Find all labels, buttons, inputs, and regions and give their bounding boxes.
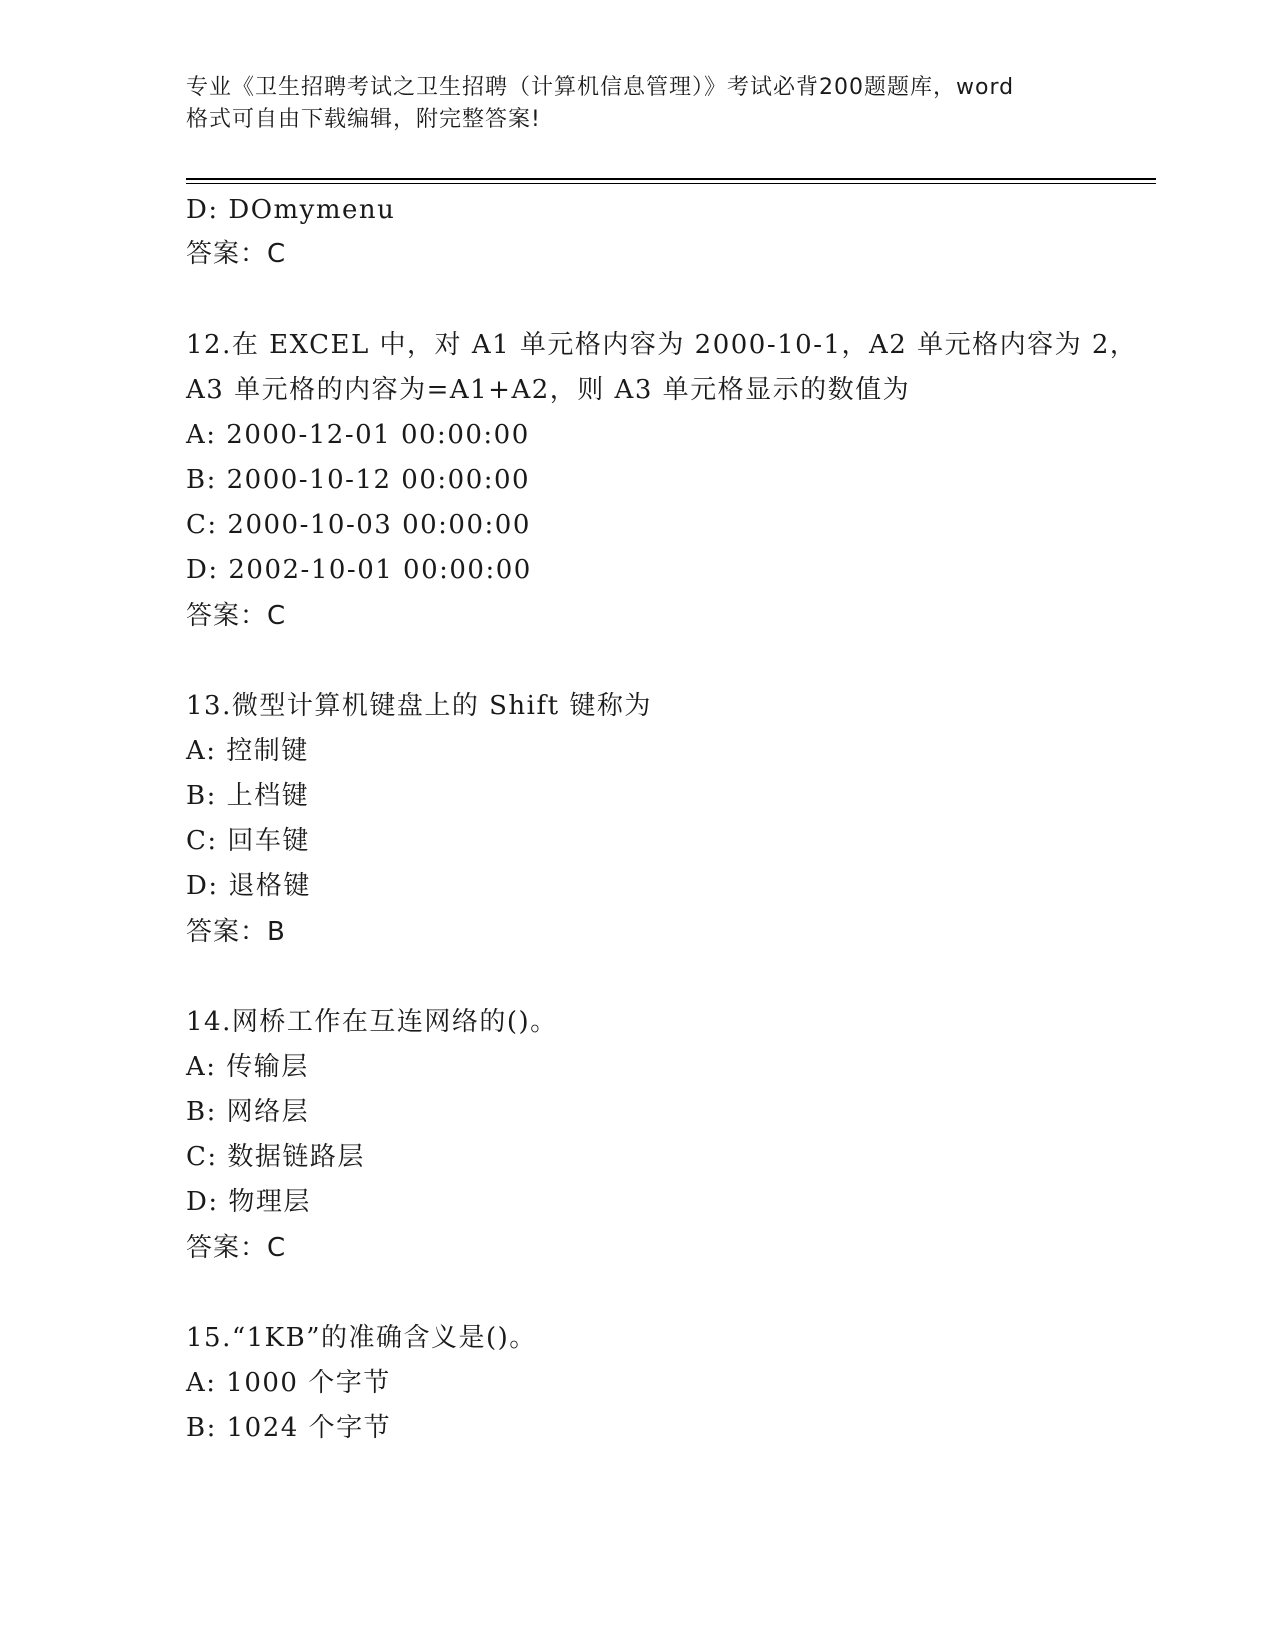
q12-option-a: A: 2000-12-01 00:00:00 bbox=[186, 420, 530, 450]
q13-answer: 答案：B bbox=[186, 917, 286, 947]
q12-option-d: D: 2002-10-01 00:00:00 bbox=[186, 555, 532, 585]
q12-stem-line-1: 12.在 EXCEL 中，对 A1 单元格内容为 2000-10-1，A2 单元格内容为 2， bbox=[186, 330, 1138, 360]
header-title-line-1: 专业《卫生招聘考试之卫生招聘（计算机信息管理）》考试必背200题题库，word bbox=[186, 75, 1015, 100]
q14-option-d: D: 物理层 bbox=[186, 1187, 311, 1217]
header-divider-thick bbox=[186, 178, 1156, 180]
q13-option-b: B: 上档键 bbox=[186, 781, 310, 811]
header-title-line-2: 格式可自由下载编辑，附完整答案! bbox=[186, 107, 541, 132]
q15-option-b: B: 1024 个字节 bbox=[186, 1413, 392, 1443]
header-divider-thin bbox=[186, 183, 1156, 184]
q14-option-a: A: 传输层 bbox=[186, 1052, 309, 1082]
q14-option-b: B: 网络层 bbox=[186, 1097, 310, 1127]
q13-stem: 13.微型计算机键盘上的 Shift 键称为 bbox=[186, 691, 652, 721]
q14-answer: 答案：C bbox=[186, 1233, 287, 1263]
q12-answer: 答案：C bbox=[186, 601, 287, 631]
q15-stem: 15.“1KB”的准确含义是()。 bbox=[186, 1323, 537, 1353]
q13-option-d: D: 退格键 bbox=[186, 871, 311, 901]
q12-option-b: B: 2000-10-12 00:00:00 bbox=[186, 465, 531, 495]
q13-option-a: A: 控制键 bbox=[186, 736, 309, 766]
q14-option-c: C: 数据链路层 bbox=[186, 1142, 365, 1172]
q14-stem: 14.网桥工作在互连网络的()。 bbox=[186, 1007, 558, 1037]
q12-stem-line-2: A3 单元格的内容为=A1+A2，则 A3 单元格显示的数值为 bbox=[186, 375, 911, 405]
q12-option-c: C: 2000-10-03 00:00:00 bbox=[186, 510, 531, 540]
q11-answer: 答案：C bbox=[186, 239, 287, 269]
q15-option-a: A: 1000 个字节 bbox=[186, 1368, 391, 1398]
q11-option-d: D: DOmymenu bbox=[186, 195, 396, 225]
document-header bbox=[186, 72, 1086, 136]
q13-option-c: C: 回车键 bbox=[186, 826, 310, 856]
